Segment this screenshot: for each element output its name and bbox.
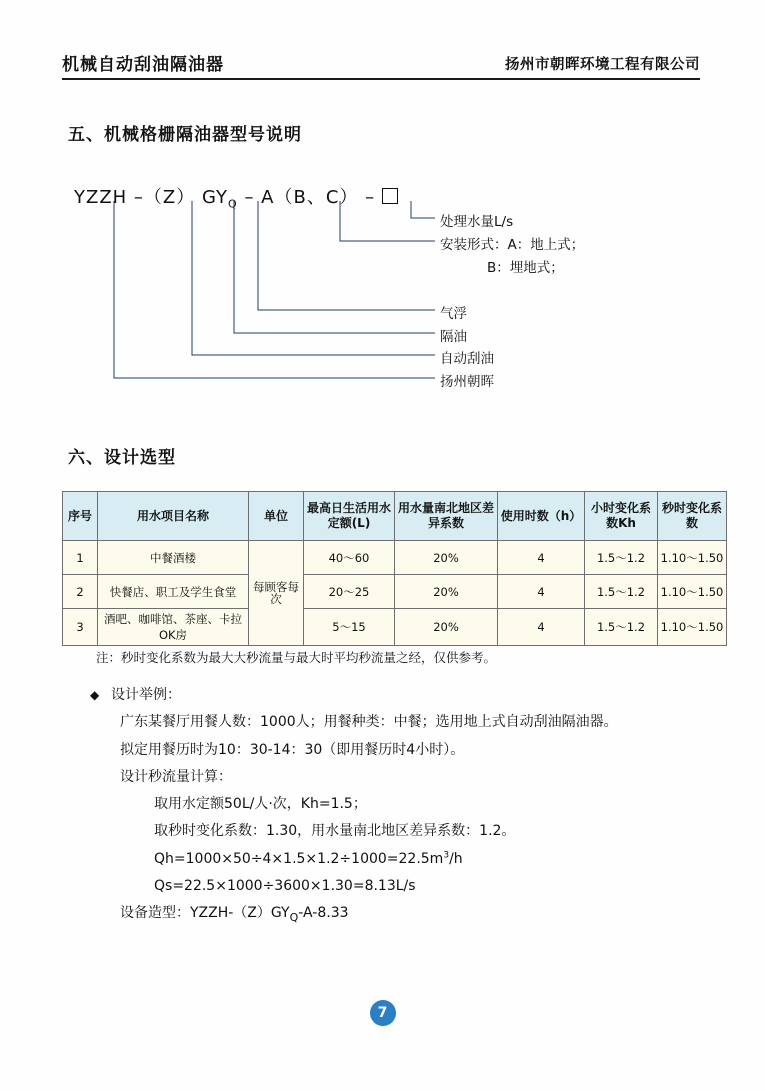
label-brand: 扬州朝晖 — [440, 374, 494, 390]
result-subscript: Q — [289, 911, 299, 925]
model-code-subscript: Q — [228, 197, 238, 211]
example-title: 设计举例： — [111, 687, 181, 703]
model-code-diagram — [62, 175, 702, 415]
table-header-row — [63, 492, 727, 541]
cell-hourly-coeff: 1.5～1.2 — [585, 541, 658, 575]
design-example — [90, 682, 710, 929]
header-company: 扬州市朝晖环境工程有限公司 — [505, 57, 700, 73]
spec-table — [62, 491, 727, 646]
header-title: 机械自动刮油隔油器 — [62, 55, 224, 75]
cell-second-coeff: 1.10～1.50 — [658, 575, 727, 609]
example-formula-2: Qs=22.5×1000÷3600×1.30=8.13L/s — [154, 878, 416, 895]
cell-usage-hours: 4 — [498, 609, 585, 646]
model-code-part2: GY — [201, 187, 229, 208]
label-installation-a: 安装形式：A：地上式； — [440, 237, 585, 253]
page-header — [62, 46, 700, 80]
cell-region-diff: 20% — [395, 609, 498, 646]
model-code-part3: – A（B、C） — [244, 187, 359, 208]
cell-daily-quota: 20～25 — [304, 575, 395, 609]
label-processing-capacity: 处理水量L/s — [440, 214, 514, 230]
example-calc-2: 取秒时变化系数：1.30，用水量南北地区差异系数：1.2。 — [154, 823, 516, 840]
th-second-coeff: 秒时变化系数 — [658, 492, 727, 541]
example-formula-1 — [154, 846, 710, 873]
th-usage-hours: 使用时数（h） — [498, 492, 585, 541]
cell-usage-hours: 4 — [498, 575, 585, 609]
example-line-2: 拟定用餐历时为10：30-14：30（即用餐历时4小时）。 — [120, 741, 465, 758]
leader-lines — [62, 175, 702, 415]
result-pre: 设备造型：YZZH-（Z）GY — [120, 905, 290, 922]
th-index: 序号 — [63, 492, 98, 541]
cell-second-coeff: 1.10～1.50 — [658, 541, 727, 575]
cell-daily-quota: 40～60 — [304, 541, 395, 575]
cell-region-diff: 20% — [395, 541, 498, 575]
table-row — [63, 541, 727, 575]
section-heading-six: 六、设计选型 — [68, 448, 176, 468]
cell-usage-hours: 4 — [498, 541, 585, 575]
cell-index: 3 — [63, 609, 98, 646]
label-oil-separation: 隔油 — [440, 329, 467, 345]
th-hourly-coeff: 小时变化系数Kh — [585, 492, 658, 541]
cell-hourly-coeff: 1.5～1.2 — [585, 575, 658, 609]
cell-daily-quota: 5～15 — [304, 609, 395, 646]
cell-project-name: 中餐酒楼 — [98, 541, 249, 575]
model-code-part1: YZZH –（Z） — [74, 187, 196, 208]
label-air-flotation: 气浮 — [440, 306, 467, 322]
example-title-row — [90, 682, 710, 709]
label-auto-scraping: 自动刮油 — [440, 351, 494, 367]
cell-project-name: 酒吧、咖啡馆、茶座、卡拉OK房 — [98, 609, 249, 646]
diamond-bullet-icon: ◆ — [90, 688, 100, 702]
section-heading-five: 五、机械格栅隔油器型号说明 — [68, 125, 302, 145]
th-daily-quota: 最高日生活用水定额(L) — [304, 492, 395, 541]
th-unit: 单位 — [249, 492, 304, 541]
spec-table-wrapper — [62, 491, 724, 646]
example-line-3: 设计秒流量计算： — [120, 768, 232, 785]
label-installation-b: B：埋地式； — [487, 260, 564, 276]
example-calc-1: 取用水定额50L/人·次，Kh=1.5； — [154, 796, 367, 813]
cell-project-name: 快餐店、职工及学生食堂 — [98, 575, 249, 609]
cell-index: 2 — [63, 575, 98, 609]
formula-1-pre: Qh=1000×50÷4×1.5×1.2÷1000=22.5m — [154, 850, 444, 867]
th-project-name: 用水项目名称 — [98, 492, 249, 541]
cell-hourly-coeff: 1.5～1.2 — [585, 609, 658, 646]
formula-1-exponent: 3 — [443, 850, 450, 861]
cell-unit — [249, 541, 304, 646]
table-row — [63, 609, 727, 646]
model-code-part4: – — [365, 187, 376, 208]
th-region-diff: 用水量南北地区差异系数 — [395, 492, 498, 541]
example-result — [120, 900, 710, 928]
page-number-badge: 7 — [370, 1000, 396, 1026]
cell-index: 1 — [63, 541, 98, 575]
cell-region-diff: 20% — [395, 575, 498, 609]
formula-1-post: /h — [449, 850, 463, 867]
example-line-1: 广东某餐厅用餐人数：1000人；用餐种类：中餐；选用地上式自动刮油隔油器。 — [120, 714, 618, 731]
table-row — [63, 575, 727, 609]
unit-vertical-text: 每顾客每次 — [253, 579, 299, 606]
cell-second-coeff: 1.10～1.50 — [658, 609, 727, 646]
table-note: 注：秒时变化系数为最大大秒流量与最大时平均秒流量之经，仅供参考。 — [96, 650, 497, 665]
result-post: -A-8.33 — [298, 905, 349, 922]
